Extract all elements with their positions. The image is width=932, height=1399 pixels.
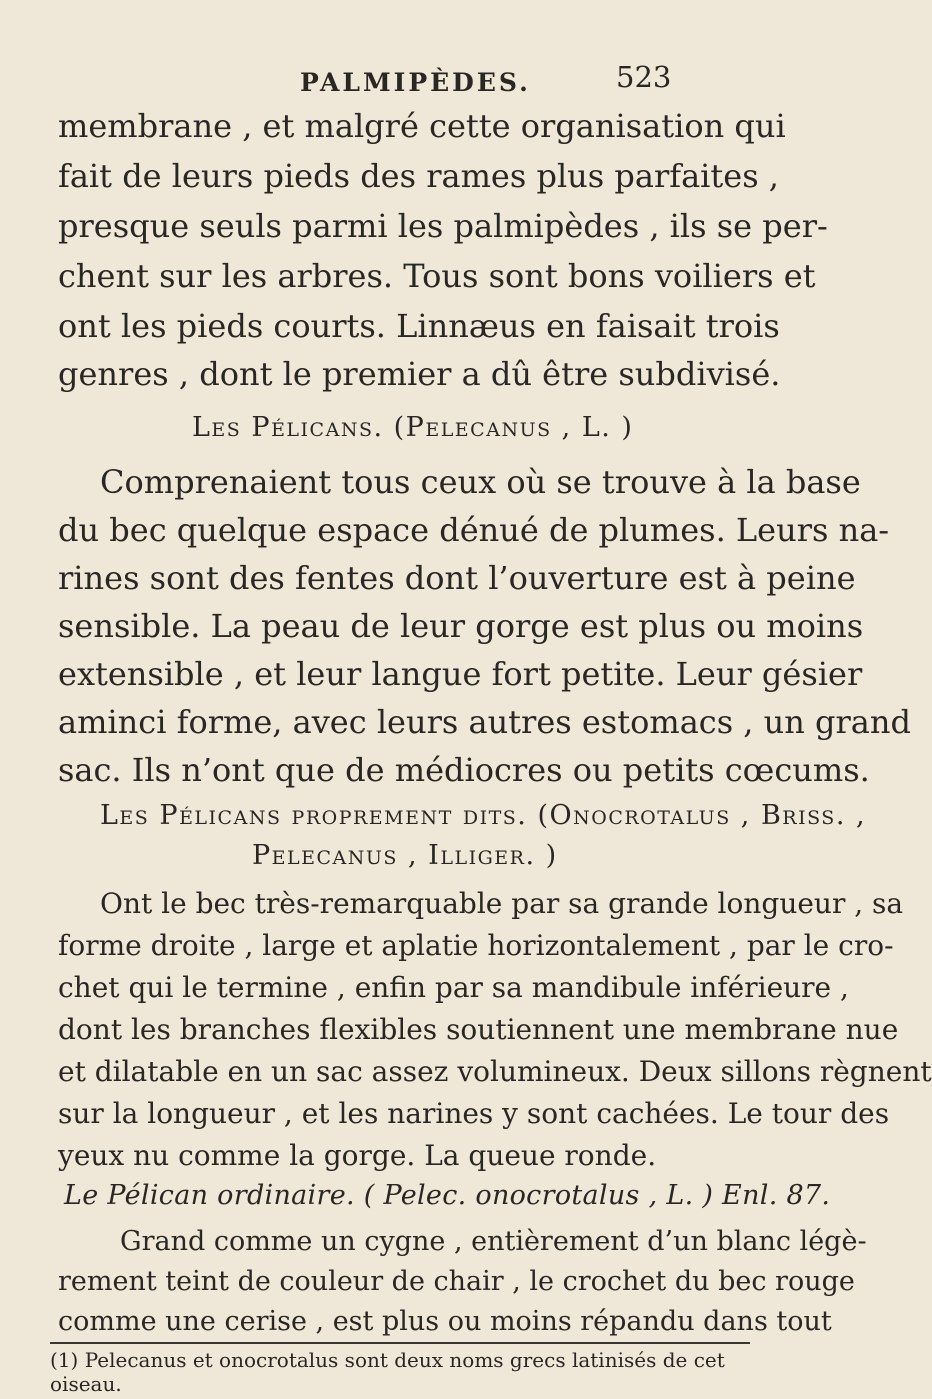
text-line: Ont le bec très-remarquable par sa grande longueur , sa	[100, 887, 904, 920]
section-title: Les Pélicans. (Pelecanus , L. )	[192, 412, 634, 443]
text-line: chet qui le termine , enfin par sa mandibule inférieure ,	[58, 971, 849, 1004]
section-title-continued: Pelecanus , Illiger. )	[252, 840, 558, 871]
text-line: genres , dont le premier a dû être subdivisé.	[58, 355, 781, 393]
running-head: PALMIPÈDES.	[300, 68, 531, 97]
text-line: sensible. La peau de leur gorge est plus ou moins	[58, 607, 864, 645]
text-line: forme droite , large et aplatie horizontalement , par le cro-	[58, 929, 894, 962]
page-number: 523	[616, 60, 672, 94]
text-line: du bec quelque espace dénué de plumes. Leurs na-	[58, 511, 890, 549]
text-line: Grand comme un cygne , entièrement d’un blanc légè-	[120, 1226, 867, 1257]
text-line: extensible , et leur langue fort petite. Leur gésier	[58, 655, 863, 693]
section-title: Les Pélicans proprement dits. (Onocrotalus , Briss. ,	[100, 800, 867, 831]
section-title: Le Pélican ordinaire. ( Pelec. onocrotalus , L. ) Enl. 87.	[64, 1180, 831, 1211]
text-line: yeux nu comme la gorge. La queue ronde.	[58, 1139, 657, 1172]
text-line: Comprenaient tous ceux où se trouve à la base	[100, 463, 861, 501]
text-line: dont les branches flexibles soutiennent une membrane nue	[58, 1013, 899, 1046]
text-line: sur la longueur , et les narines y sont cachées. Le tour des	[58, 1097, 890, 1130]
page-header	[0, 60, 800, 100]
text-line: ont les pieds courts. Linnæus en faisait trois	[58, 307, 780, 345]
text-line: chent sur les arbres. Tous sont bons voiliers et	[58, 257, 816, 295]
text-line: et dilatable en un sac assez volumineux. Deux sillons règnent	[58, 1055, 932, 1088]
text-line: comme une cerise , est plus ou moins répandu dans tout	[58, 1306, 832, 1337]
text-line: rines sont des fentes dont l’ouverture est à peine	[58, 559, 856, 597]
footnote-text: oiseau.	[50, 1372, 122, 1396]
text-line: presque seuls parmi les palmipèdes , ils se per-	[58, 207, 828, 245]
text-line: fait de leurs pieds des rames plus parfaites ,	[58, 157, 779, 195]
text-line: membrane , et malgré cette organisation qui	[58, 107, 786, 145]
footnote-text: (1) Pelecanus et onocrotalus sont deux noms grecs latinisés de cet	[50, 1348, 725, 1372]
footnote-divider	[50, 1342, 750, 1344]
text-line: aminci forme, avec leurs autres estomacs , un grand	[58, 703, 911, 741]
text-line: sac. Ils n’ont que de médiocres ou petits cœcums.	[58, 751, 870, 789]
text-line: rement teint de couleur de chair , le crochet du bec rouge	[58, 1266, 855, 1297]
